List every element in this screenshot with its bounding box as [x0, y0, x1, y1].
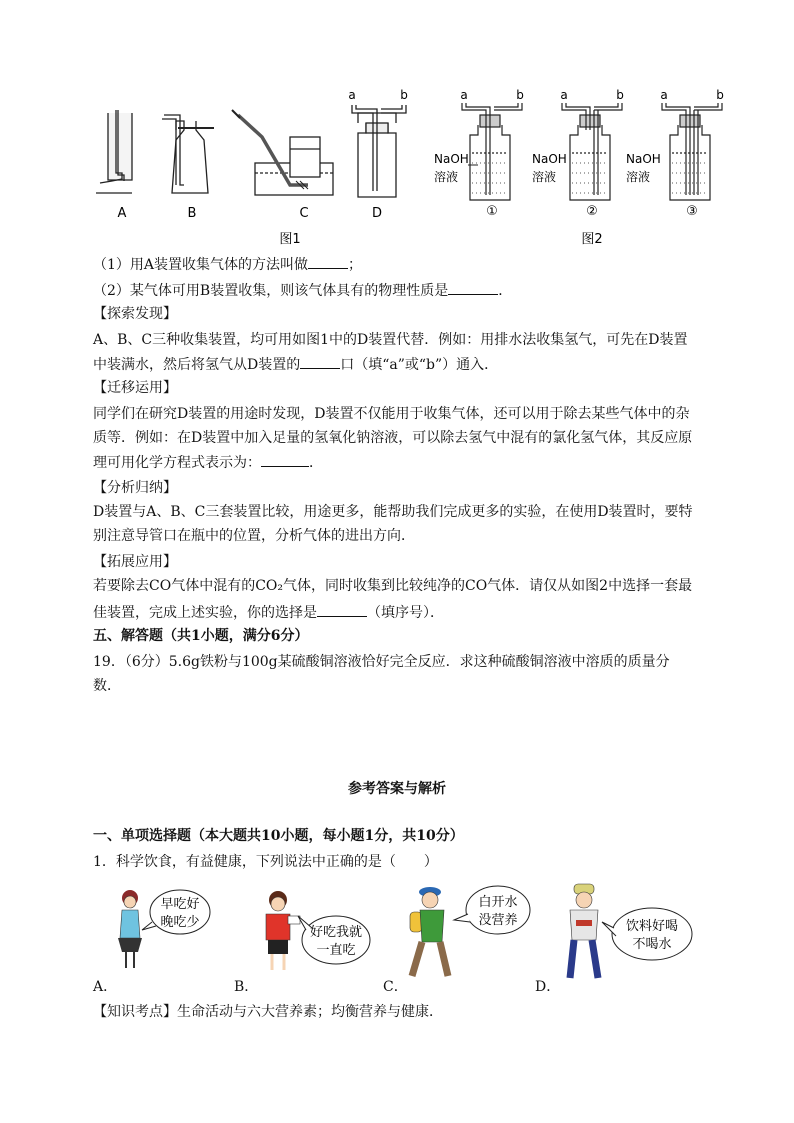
answers-q1-stem: 1．科学饮食，有益健康，下列说法中正确的是（ ）: [93, 854, 438, 870]
answer-blank-1: [308, 254, 348, 269]
choice-a-label: A．: [93, 979, 118, 995]
option-2-bottle: [562, 103, 622, 200]
figure-1-caption: 图1: [279, 232, 301, 247]
label-d: D: [371, 206, 383, 221]
option-1-bottle: [462, 103, 522, 200]
question-2: （2）某气体可用B装置收集，则该气体具有的物理性质是 ．: [93, 280, 512, 301]
figure-1-apparatus: [90, 85, 420, 255]
bubble-b-line-1: 好吃我就: [309, 925, 363, 940]
option-3-port-b: b: [716, 88, 724, 102]
option-3-solution: 溶液: [626, 170, 651, 184]
bubble-d-line-2: 不喝水: [632, 937, 672, 952]
d-port-b: b: [400, 88, 408, 102]
option-2-number: ②: [586, 204, 598, 219]
question-1: （1）用A装置收集气体的方法叫做 ；: [93, 254, 362, 275]
option-c-illustration: [400, 880, 540, 985]
bubble-d-line-1: 饮料好喝: [625, 919, 679, 934]
apparatus-c: [232, 110, 333, 195]
option-a-illustration: [112, 886, 242, 986]
transfer-line-1: 同学们在研究D装置的用途时发现，D装置不仅能用于收集气体，还可以用于除去某些气体中的杂: [93, 406, 690, 422]
option-2-solution: 溶液: [532, 170, 557, 184]
bubble-a-line-1: 早吃好: [160, 897, 200, 912]
question-19-line-2: 数．: [93, 678, 121, 694]
question-19-line-1: 19．（6分）5.6g铁粉与100g某硫酸铜溶液恰好完全反应．求这种硫酸铜溶液中溶质的质量分: [93, 654, 670, 670]
label-b: B: [187, 206, 197, 221]
option-2-port-a: a: [560, 88, 568, 102]
extend-heading: 【拓展应用】: [93, 554, 177, 570]
answer-blank-2: [448, 280, 498, 295]
option-d-illustration: [560, 880, 710, 990]
option-1-naoh: NaOH: [434, 152, 469, 166]
extend-line-2: 佳装置，完成上述实验，你的选择是 （填序号）．: [93, 602, 444, 623]
label-c: C: [299, 206, 309, 221]
choice-c-label: C．: [383, 979, 408, 995]
figure-2-apparatus: [430, 85, 730, 255]
option-3-number: ③: [686, 204, 698, 219]
analysis-line-2: 别注意导管口在瓶中的位置，分析气体的进出方向．: [93, 528, 415, 544]
option-3-port-a: a: [660, 88, 668, 102]
option-3-naoh: NaOH: [626, 152, 661, 166]
bubble-b-line-2: 一直吃: [316, 943, 356, 958]
apparatus-d: [352, 105, 406, 197]
bubble-a-line-2: 晚吃少: [160, 915, 200, 930]
transfer-line-3: 理可用化学方程式表示为： ．: [93, 452, 323, 473]
option-2-naoh: NaOH: [532, 152, 567, 166]
option-1-solution: 溶液: [434, 170, 459, 184]
explore-line-2: 中装满水，然后将氢气从D装置的 口（填“a”或“b”）通入．: [93, 354, 498, 375]
section-5-heading: 五、解答题（共1小题，满分6分）: [93, 628, 309, 644]
transfer-heading: 【迁移运用】: [93, 380, 177, 396]
option-1-number: ①: [486, 204, 498, 219]
apparatus-a: [96, 110, 132, 193]
answers-title: 参考答案与解析: [348, 781, 446, 797]
choice-d-label: D．: [535, 979, 561, 995]
extend-line-1: 若要除去CO气体中混有的CO₂气体，同时收集到比较纯净的CO气体．请仅从如图2中选择一套最: [93, 578, 693, 594]
answer-blank-3: [300, 354, 340, 369]
explore-line-1: A、B、C三种收集装置，均可用如图1中的D装置代替．例如：用排水法收集氢气，可先在D装置: [93, 332, 688, 348]
analysis-line-1: D装置与A、B、C三套装置比较，用途更多，能帮助我们完成更多的实验，在使用D装置时，要特: [93, 504, 693, 520]
option-b-illustration: [252, 886, 382, 986]
bubble-c-line-1: 白开水: [478, 895, 518, 910]
option-1-port-b: b: [516, 88, 524, 102]
answer-blank-4: [261, 452, 309, 467]
option-3-bottle: [662, 103, 722, 200]
figure-2-caption: 图2: [581, 232, 603, 247]
explore-heading: 【探索发现】: [93, 306, 177, 322]
knowledge-point: 【知识考点】生命活动与六大营养素；均衡营养与健康．: [93, 1004, 443, 1020]
apparatus-b: [162, 115, 214, 193]
bubble-c-line-2: 没营养: [478, 913, 518, 928]
analysis-heading: 【分析归纳】: [93, 480, 177, 496]
answers-section-1-heading: 一、单项选择题（本大题共10小题，每小题1分，共10分）: [93, 828, 464, 844]
label-a: A: [117, 206, 127, 221]
option-1-port-a: a: [460, 88, 468, 102]
choice-b-label: B．: [234, 979, 259, 995]
answer-blank-5: [317, 602, 367, 617]
d-port-a: a: [348, 88, 356, 102]
transfer-line-2: 质等．例如：在D装置中加入足量的氢氧化钠溶液，可以除去氢气中混有的氯化氢气体，其反应原: [93, 430, 693, 446]
option-2-port-b: b: [616, 88, 624, 102]
